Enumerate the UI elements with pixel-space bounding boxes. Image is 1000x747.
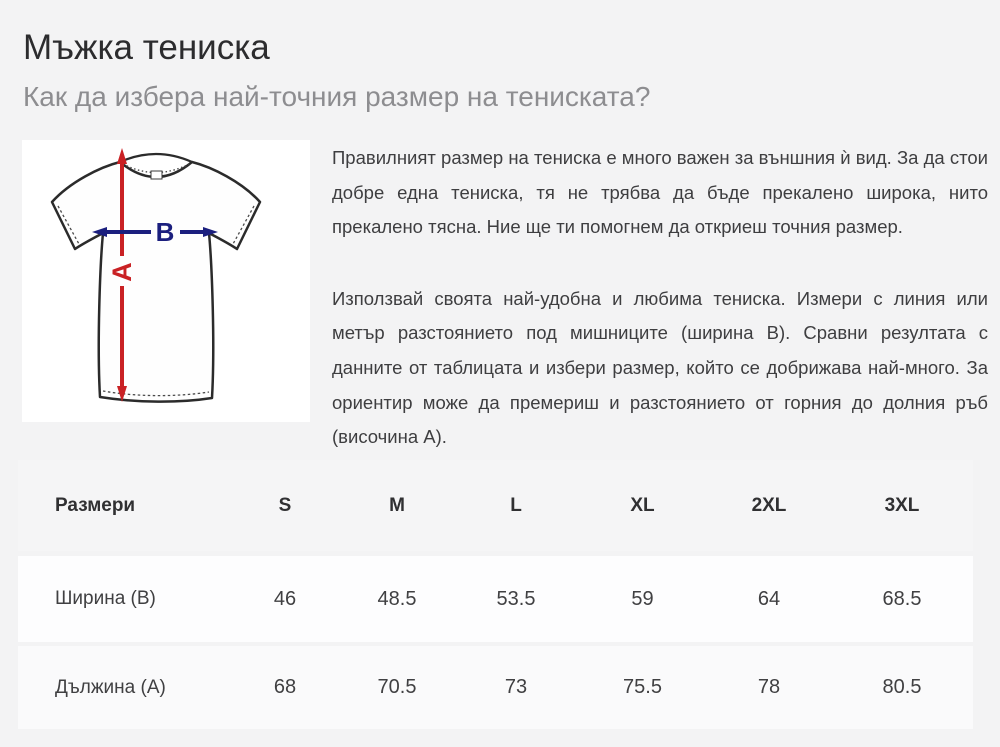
size-table-header-row (18, 460, 973, 551)
width-3xl: 68.5 (882, 587, 922, 610)
page-title: Мъжка тениска (23, 28, 270, 67)
length-xl: 75.5 (623, 676, 662, 698)
row-length-label: Дължина (A) (55, 676, 166, 698)
size-col-s: S (278, 494, 292, 516)
collar-back-arc (120, 154, 192, 162)
size-col-3xl: 3XL (884, 494, 920, 516)
length-2xl: 78 (757, 676, 781, 698)
tshirt-diagram-icon (22, 140, 310, 422)
length-l: 73 (504, 676, 528, 698)
tshirt-measurement-diagram (22, 140, 310, 422)
table-row-length (18, 646, 973, 729)
label-a: A (107, 262, 137, 282)
width-xl: 59 (631, 587, 654, 610)
row-width-label: Ширина (B) (55, 588, 156, 609)
length-m: 70.5 (377, 676, 417, 698)
collar-tag (151, 171, 162, 179)
size-col-xl: XL (630, 494, 655, 516)
length-3xl: 80.5 (882, 676, 922, 698)
tshirt-outline (52, 162, 260, 402)
intro-paragraph-2: Използвай своята най-удобна и любима тениска. Измери с линия или метър разстоянието под мишниците (ширина B). Сравни резултата с данните от таблицата и избери размер, който се добрижава най-много. За ориентир може да премериш и разстоянието от горния до долния ръб (височина A). (332, 287, 988, 448)
width-s: 46 (273, 587, 297, 610)
size-table-title: Размери (55, 494, 136, 516)
width-m: 48.5 (377, 587, 417, 610)
width-2xl: 64 (757, 587, 781, 610)
length-s: 68 (273, 676, 297, 698)
width-l: 53.5 (496, 587, 536, 610)
size-col-2xl: 2XL (751, 494, 787, 516)
size-col-m: M (389, 494, 405, 516)
label-b: B (155, 217, 175, 247)
intro-text (332, 141, 988, 492)
table-row-width (18, 556, 973, 642)
size-col-l: L (510, 494, 522, 516)
page-subtitle: Как да избера най-точния размер на тениската? (23, 81, 651, 112)
intro-paragraph-1: Правилният размер на тениска е много важен за външния ѝ вид. За да стои добре една тениска, тя не трябва да бъде прекалено широка, нито прекалено тясна. Ние ще ти помогнем да откриеш точния размер. (332, 147, 988, 238)
